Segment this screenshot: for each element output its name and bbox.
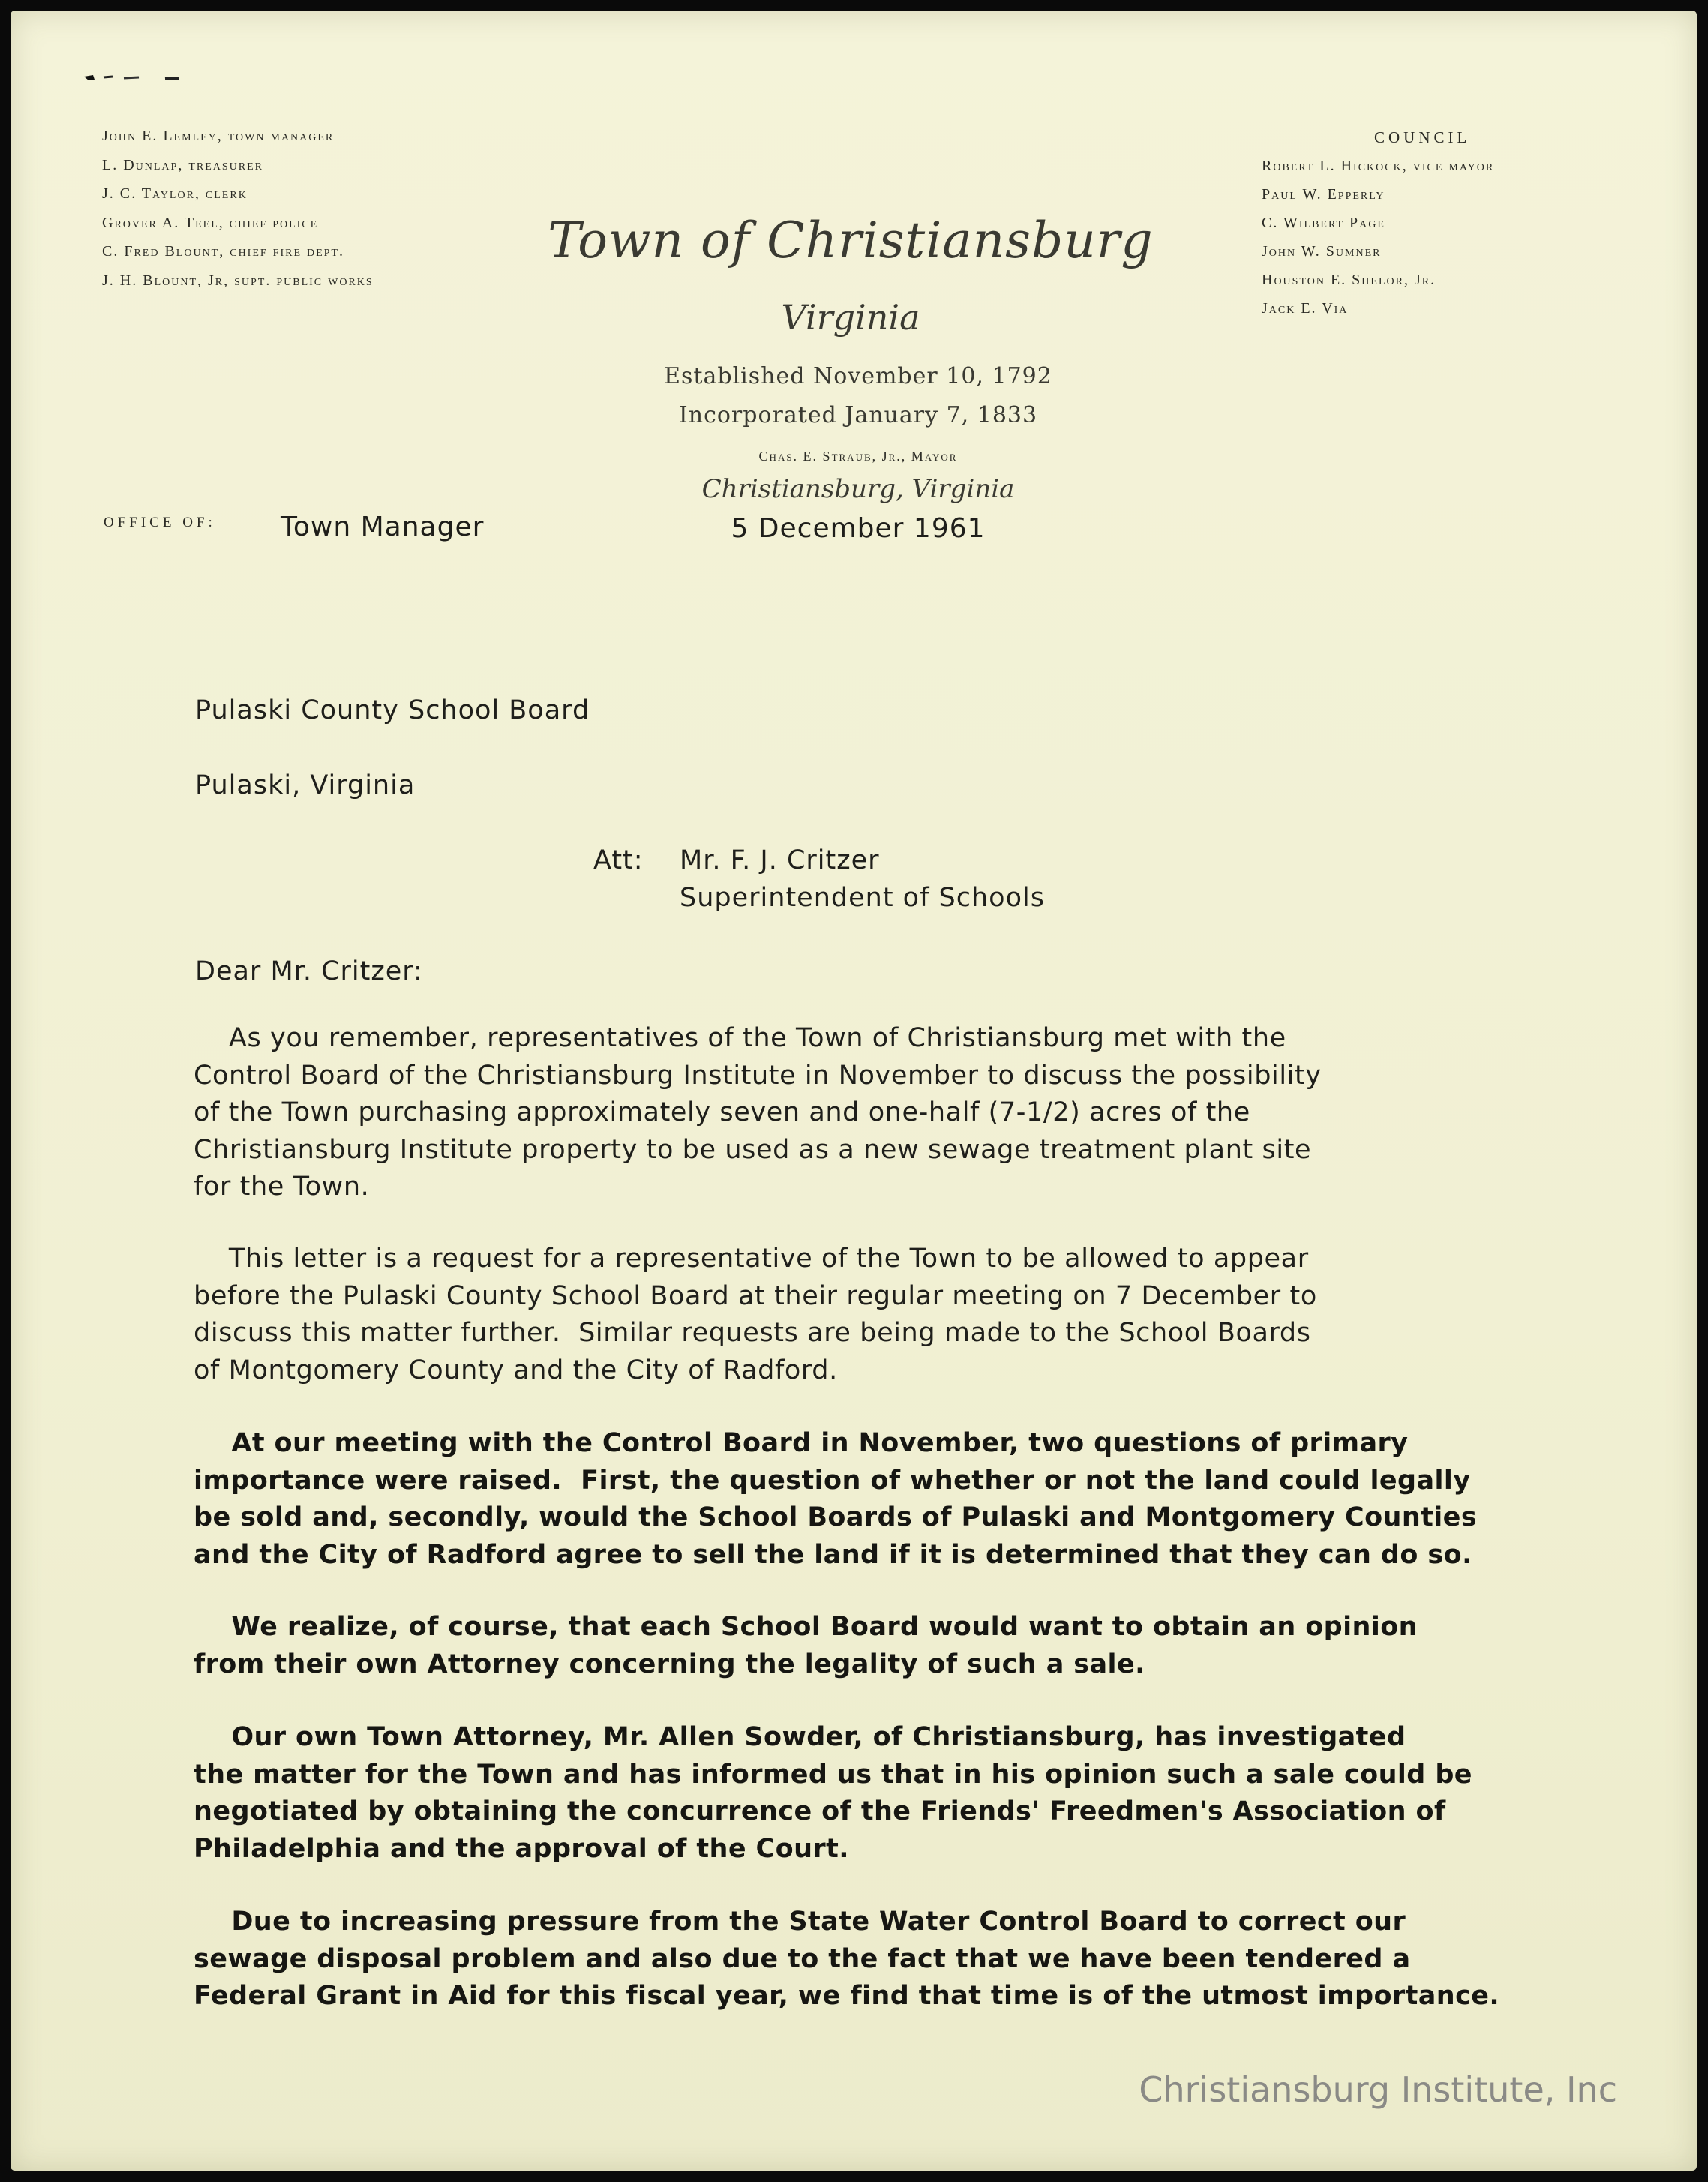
staff-chief-fire: C. Fred Blount, chief fire dept. <box>102 243 345 260</box>
watermark: Christiansburg Institute, Inc <box>1139 2069 1617 2110</box>
paragraph-line: from their own Attorney concerning the legality of such a sale. <box>194 1649 1145 1679</box>
paragraph-5 <box>194 1719 1472 1868</box>
staff-treasurer: L. Dunlap, treasurer <box>102 156 264 173</box>
staff-chief-police: Grover A. Teel, chief police <box>102 214 319 231</box>
staff-town-manager: John E. Lemley, town manager <box>102 128 335 144</box>
paragraph-6 <box>194 1904 1499 2015</box>
paragraph-line: of the Town purchasing approximately seven and one-half (7-1/2) acres of the <box>194 1097 1250 1127</box>
paragraph-line: Philadelphia and the approval of the Court. <box>194 1833 849 1864</box>
letter-page <box>11 11 1697 2171</box>
paragraph-line: the matter for the Town and has informed us that in his opinion such a sale could be <box>194 1759 1472 1790</box>
council-member: Houston E. Shelor, Jr. <box>1262 272 1436 288</box>
staff-public-works: J. H. Blount, Jr, supt. public works <box>102 272 374 289</box>
town-title: Town of Christiansburg <box>548 212 1154 269</box>
paragraph-line: negotiated by obtaining the concurrence of the Friends' Freedmen's Association of <box>194 1796 1446 1826</box>
paragraph-line: Control Board of the Christiansburg Institute in November to discuss the possibility <box>194 1060 1322 1091</box>
council-member: Robert L. Hickock, vice mayor <box>1262 158 1495 174</box>
recipient-line-1: Pulaski County School Board <box>195 695 590 725</box>
ink-mark-icon <box>83 72 195 83</box>
paragraph-line: sewage disposal problem and also due to the fact that we have been tendered a <box>194 1943 1411 1974</box>
paragraph-line: before the Pulaski County School Board at their regular meeting on 7 December to <box>194 1280 1317 1311</box>
paragraph-line: be sold and, secondly, would the School Boards of Pulaski and Montgomery Counties <box>194 1502 1478 1532</box>
office-label: OFFICE OF: <box>104 515 216 530</box>
paragraph-line: This letter is a request for a representative of the Town to be allowed to appear <box>194 1244 1309 1274</box>
salutation: Dear Mr. Critzer: <box>195 956 423 986</box>
council-member: John W. Sumner <box>1262 243 1382 260</box>
paragraph-line: Christiansburg Institute property to be used as a new sewage treatment plant site <box>194 1134 1312 1165</box>
council-member: Jack E. Via <box>1262 300 1349 317</box>
office-value: Town Manager <box>281 512 485 542</box>
established-date: Established November 10, 1792 <box>664 363 1052 389</box>
paragraph-line: As you remember, representatives of the Town of Christiansburg met with the <box>194 1023 1286 1053</box>
paragraph-line: and the City of Radford agree to sell the land if it is determined that they can do so. <box>194 1539 1472 1570</box>
mayor-name: Chas. E. Straub, Jr., Mayor <box>758 449 958 464</box>
paragraph-line: of Montgomery County and the City of Radford. <box>194 1355 838 1385</box>
paragraph-line: We realize, of course, that each School Board would want to obtain an opinion <box>194 1612 1418 1642</box>
recipient-line-2: Pulaski, Virginia <box>195 770 416 800</box>
council-member: C. Wilbert Page <box>1262 215 1385 231</box>
staff-list <box>102 122 374 295</box>
council-heading: COUNCIL <box>1374 128 1471 146</box>
city-state: Christiansburg, Virginia <box>701 474 1015 504</box>
council-member: Paul W. Epperly <box>1262 186 1385 203</box>
paragraph-line: At our meeting with the Control Board in November, two questions of primary <box>194 1428 1409 1458</box>
paragraph-line: importance were raised. First, the question of whether or not the land could legally <box>194 1465 1471 1496</box>
paragraph-2 <box>194 1241 1317 1389</box>
attention-title: Superintendent of Schools <box>680 883 1045 913</box>
incorporated-date: Incorporated January 7, 1833 <box>678 402 1038 428</box>
paragraph-4 <box>194 1609 1418 1683</box>
paragraph-line: for the Town. <box>194 1172 370 1202</box>
paragraph-line: discuss this matter further. Similar requests are being made to the School Boards <box>194 1318 1311 1348</box>
staff-clerk: J. C. Taylor, clerk <box>102 185 248 202</box>
paragraph-3 <box>194 1425 1477 1574</box>
paragraph-1 <box>194 1020 1322 1206</box>
state-name: Virginia <box>781 297 920 338</box>
paragraph-line: Federal Grant in Aid for this fiscal year, we find that time is of the utmost importance. <box>194 1981 1500 2011</box>
council-list <box>1262 123 1494 323</box>
paragraph-line: Due to increasing pressure from the State Water Control Board to correct our <box>194 1907 1406 1937</box>
letter-date: 5 December 1961 <box>731 513 986 544</box>
attention-name: Mr. F. J. Critzer <box>680 845 880 875</box>
paragraph-line: Our own Town Attorney, Mr. Allen Sowder, of Christiansburg, has investigated <box>194 1722 1406 1752</box>
attention-label: Att: <box>593 845 644 875</box>
